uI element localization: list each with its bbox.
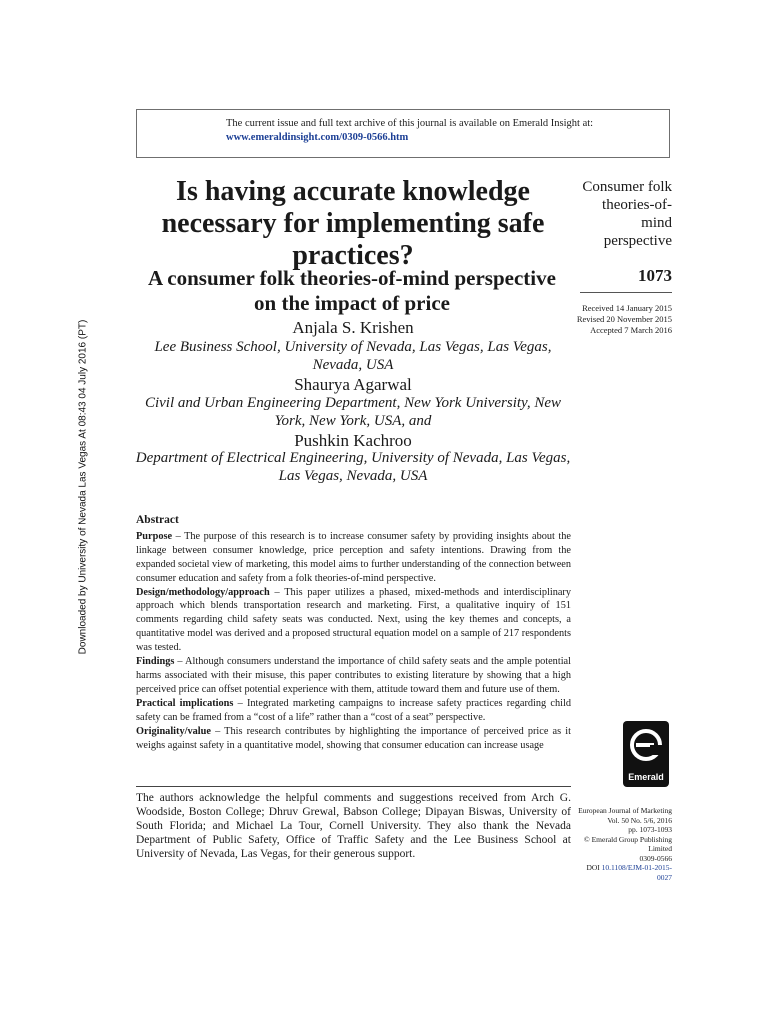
paper-subtitle: A consumer folk theories-of-mind perspective on the impact of price <box>148 266 556 315</box>
abstract-purpose <box>136 530 571 586</box>
abstract-design <box>136 586 571 656</box>
section-label: Originality/value <box>136 725 211 737</box>
journal-url-link[interactable]: www.emeraldinsight.com/0309-0566.htm <box>226 132 409 143</box>
footnote-divider <box>136 786 571 787</box>
doi-link[interactable]: 10.1108/EJM-01-2015-0027 <box>601 863 672 882</box>
revised-date: Revised 20 November 2015 <box>576 314 672 324</box>
section-label: Findings <box>136 656 175 668</box>
section-text: – This research contributes by highlighting the importance of perceived price as it weighs against safety in a quantitative model, showing that consumer education can increase usage <box>136 725 571 751</box>
section-label: Purpose <box>136 530 173 542</box>
accepted-date: Accepted 7 March 2016 <box>590 325 672 335</box>
section-label: Design/methodology/approach <box>136 586 270 598</box>
journal-doi <box>572 863 672 882</box>
received-date: Received 14 January 2015 <box>582 303 672 313</box>
section-text: – Although consumers understand the importance of child safety seats and the ample potential harms associated with their misuse, this paper contributes to existing literature by showing that a high perceived price can offset potential experience with them, attitude toward them and future use of them. <box>136 656 571 695</box>
acknowledgement-footnote: The authors acknowledge the helpful comments and suggestions received from Arch G. Woodside, Boston College; Dhruv Grewal, Babson College; Dipayan Biswas, University of South Florida; and Michael La Tour, Cornell University. They also thank the Nevada Department of Public Safety, Office of Traffic Safety and the Lee Business School at University of Nevada, Las Vegas, for their generous support. <box>136 792 571 860</box>
journal-info <box>572 806 672 882</box>
sidebar-divider <box>580 292 672 293</box>
section-text: – The purpose of this research is to increase consumer safety by providing insights about the linkage between consumer knowledge, price perception and safety intentions. Drawing from the expanded societal view of marketing, this model aims to further understanding of the connection between consumer education and safety from a folk theories-of-mind perspective. <box>136 530 571 584</box>
running-head: Consumer folk theories-of-mind perspective <box>582 179 672 249</box>
journal-copyright: © Emerald Group Publishing Limited <box>584 834 672 853</box>
section-label: Practical implications <box>136 697 234 709</box>
notice-text: The current issue and full text archive of this journal is available on Emerald Insight at: <box>226 118 594 129</box>
abstract-originality <box>136 725 571 753</box>
journal-issn: 0309-0566 <box>639 853 672 863</box>
section-text: – Integrated marketing campaigns to increase safety practices regarding child safety can be framed from a “cost of a life” rather than a “cost of a seat” perspective. <box>136 697 571 723</box>
abstract <box>136 514 571 752</box>
abstract-findings <box>136 655 571 697</box>
doi-prefix: DOI <box>586 863 602 872</box>
author-name: Shaurya Agarwal <box>294 375 412 394</box>
journal-volume: Vol. 50 No. 5/6, 2016 <box>607 815 672 825</box>
author-affiliation: Department of Electrical Engineering, University of Nevada, Las Vegas, Las Vegas, Nevada, USA <box>135 450 571 484</box>
author-affiliation: Civil and Urban Engineering Department, New York University, New York, New York, USA, and <box>144 395 562 429</box>
journal-name: European Journal of Marketing <box>578 806 672 815</box>
watermark-text: Downloaded by University of Nevada Las Vegas At 08:43 04 July 2016 (PT) <box>77 319 89 655</box>
author-affiliation: Lee Business School, University of Nevada, Las Vegas, Las Vegas, Nevada, USA <box>154 339 552 373</box>
emerald-logo-icon <box>623 721 669 787</box>
author-name: Pushkin Kachroo <box>294 431 412 450</box>
abstract-heading: Abstract <box>136 514 179 526</box>
paper-title: Is having accurate knowledge necessary for implementing safe practices? <box>161 176 545 271</box>
author-name: Anjala S. Krishen <box>292 318 414 337</box>
journal-pages: pp. 1073-1093 <box>628 825 672 834</box>
journal-notice <box>226 117 593 145</box>
abstract-implications <box>136 697 571 725</box>
history-dates <box>560 303 672 336</box>
logo-text: Emerald <box>628 772 664 782</box>
download-watermark <box>75 319 91 655</box>
page-number: 1073 <box>638 266 672 285</box>
section-text: – This paper utilizes a phased, mixed-methods and interdisciplinary approach which blends transportation research and marketing. First, a qualitative inquiry of 151 comments regarding child safety seats was conducted. Next, using the key themes and concepts, a quantitative model was derived and a proposed structural equation model on a sample of 217 respondents was tested. <box>136 586 571 654</box>
